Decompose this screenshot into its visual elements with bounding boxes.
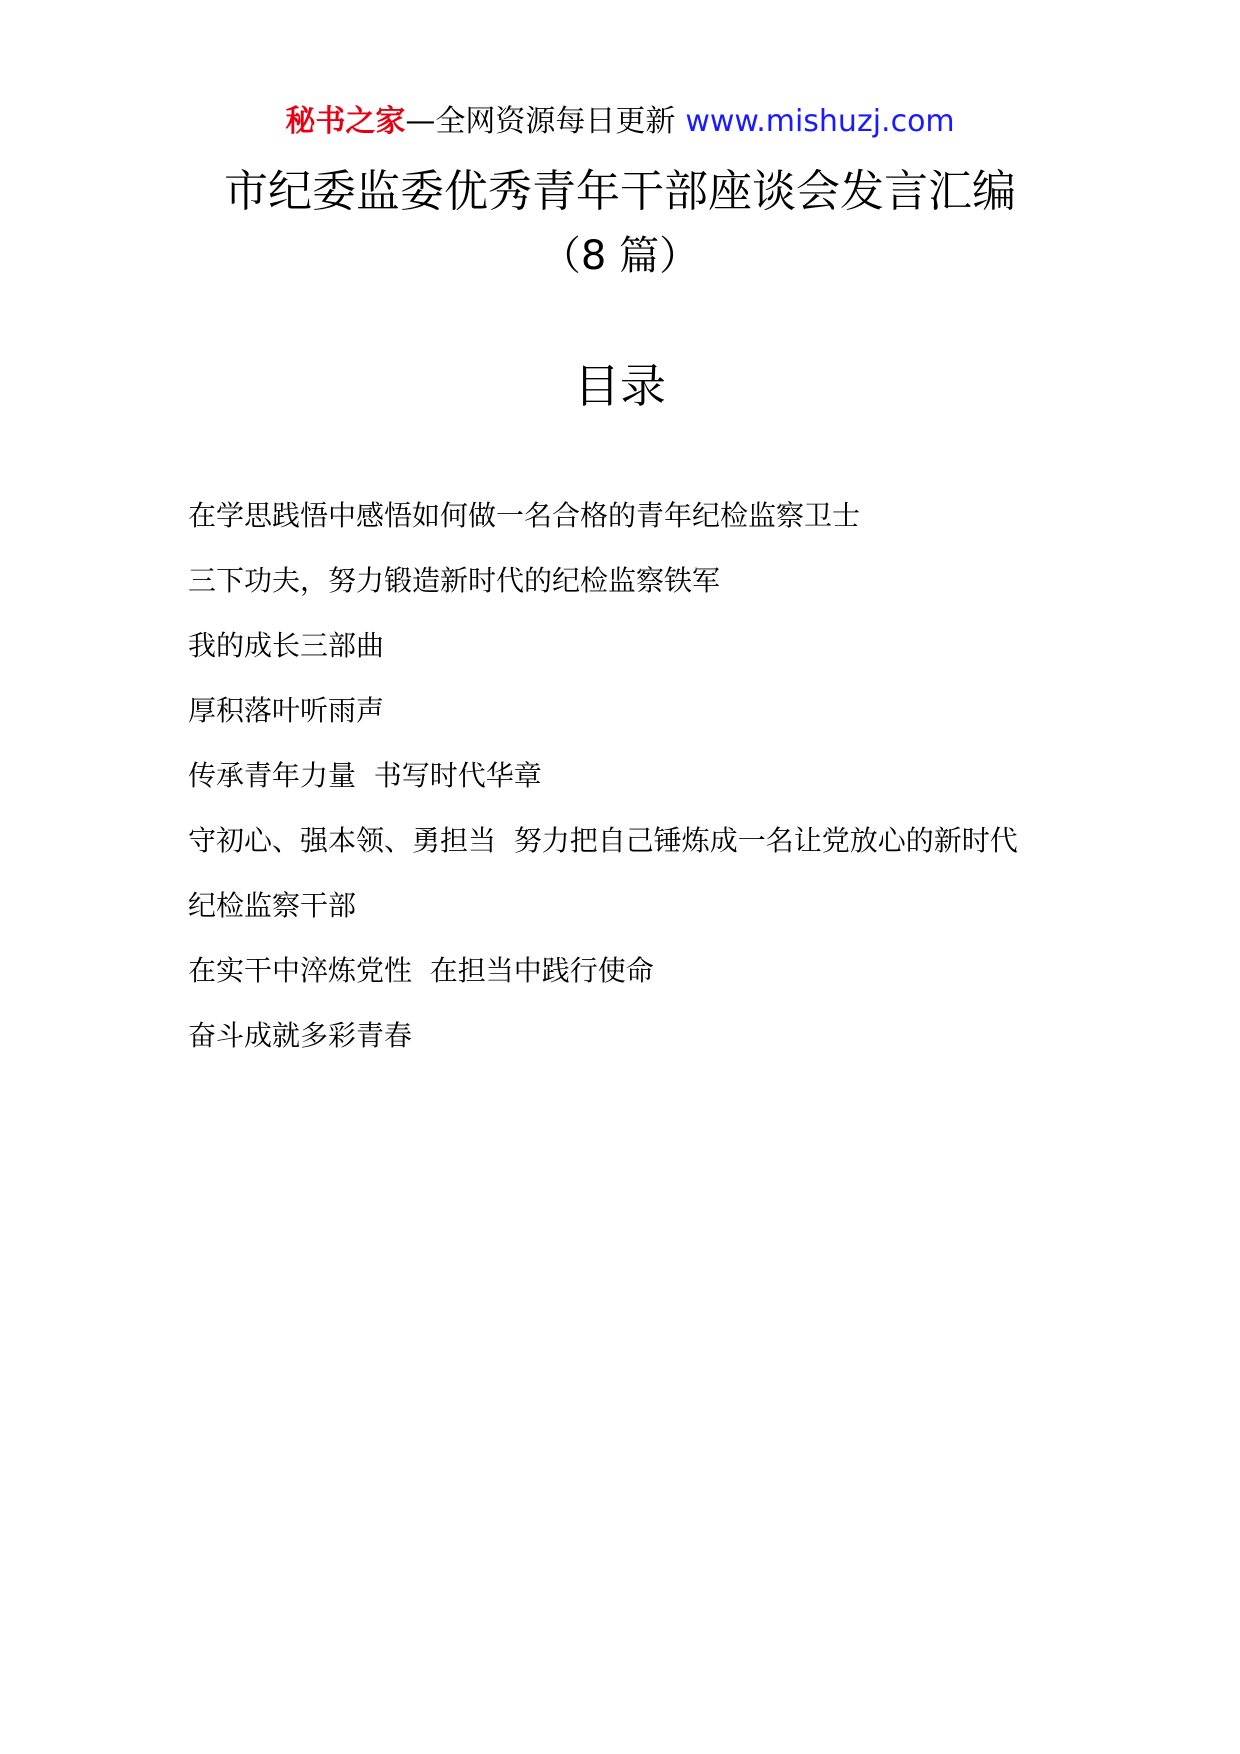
toc-item: 奋斗成就多彩青春 bbox=[188, 1019, 413, 1052]
brand-name: 秘书之家 bbox=[285, 104, 406, 139]
site-header bbox=[0, 100, 1240, 144]
table-of-contents bbox=[188, 496, 1088, 1081]
document-subtitle: （8 篇） bbox=[540, 233, 700, 279]
toc-item: 在学思践悟中感悟如何做一名合格的青年纪检监察卫士 bbox=[188, 499, 861, 532]
toc-item: 守初心、强本领、勇担当 努力把自己锤炼成一名让党放心的新时代 bbox=[188, 824, 1018, 857]
toc-item: 厚积落叶听雨声 bbox=[188, 694, 385, 727]
toc-item: 在实干中淬炼党性 在担当中践行使命 bbox=[188, 954, 654, 987]
header-tagline: —全网资源每日更新 bbox=[405, 104, 676, 139]
toc-heading: 目录 bbox=[574, 359, 666, 413]
toc-item: 传承青年力量 书写时代华章 bbox=[188, 759, 542, 792]
toc-item: 我的成长三部曲 bbox=[188, 629, 385, 662]
document-title: 市纪委监委优秀青年干部座谈会发言汇编 bbox=[224, 166, 1016, 217]
toc-item-continuation: 纪检监察干部 bbox=[188, 889, 357, 922]
site-url-link[interactable]: www.mishuzj.com bbox=[685, 104, 955, 139]
toc-item: 三下功夫，努力锻造新时代的纪检监察铁军 bbox=[188, 564, 721, 597]
